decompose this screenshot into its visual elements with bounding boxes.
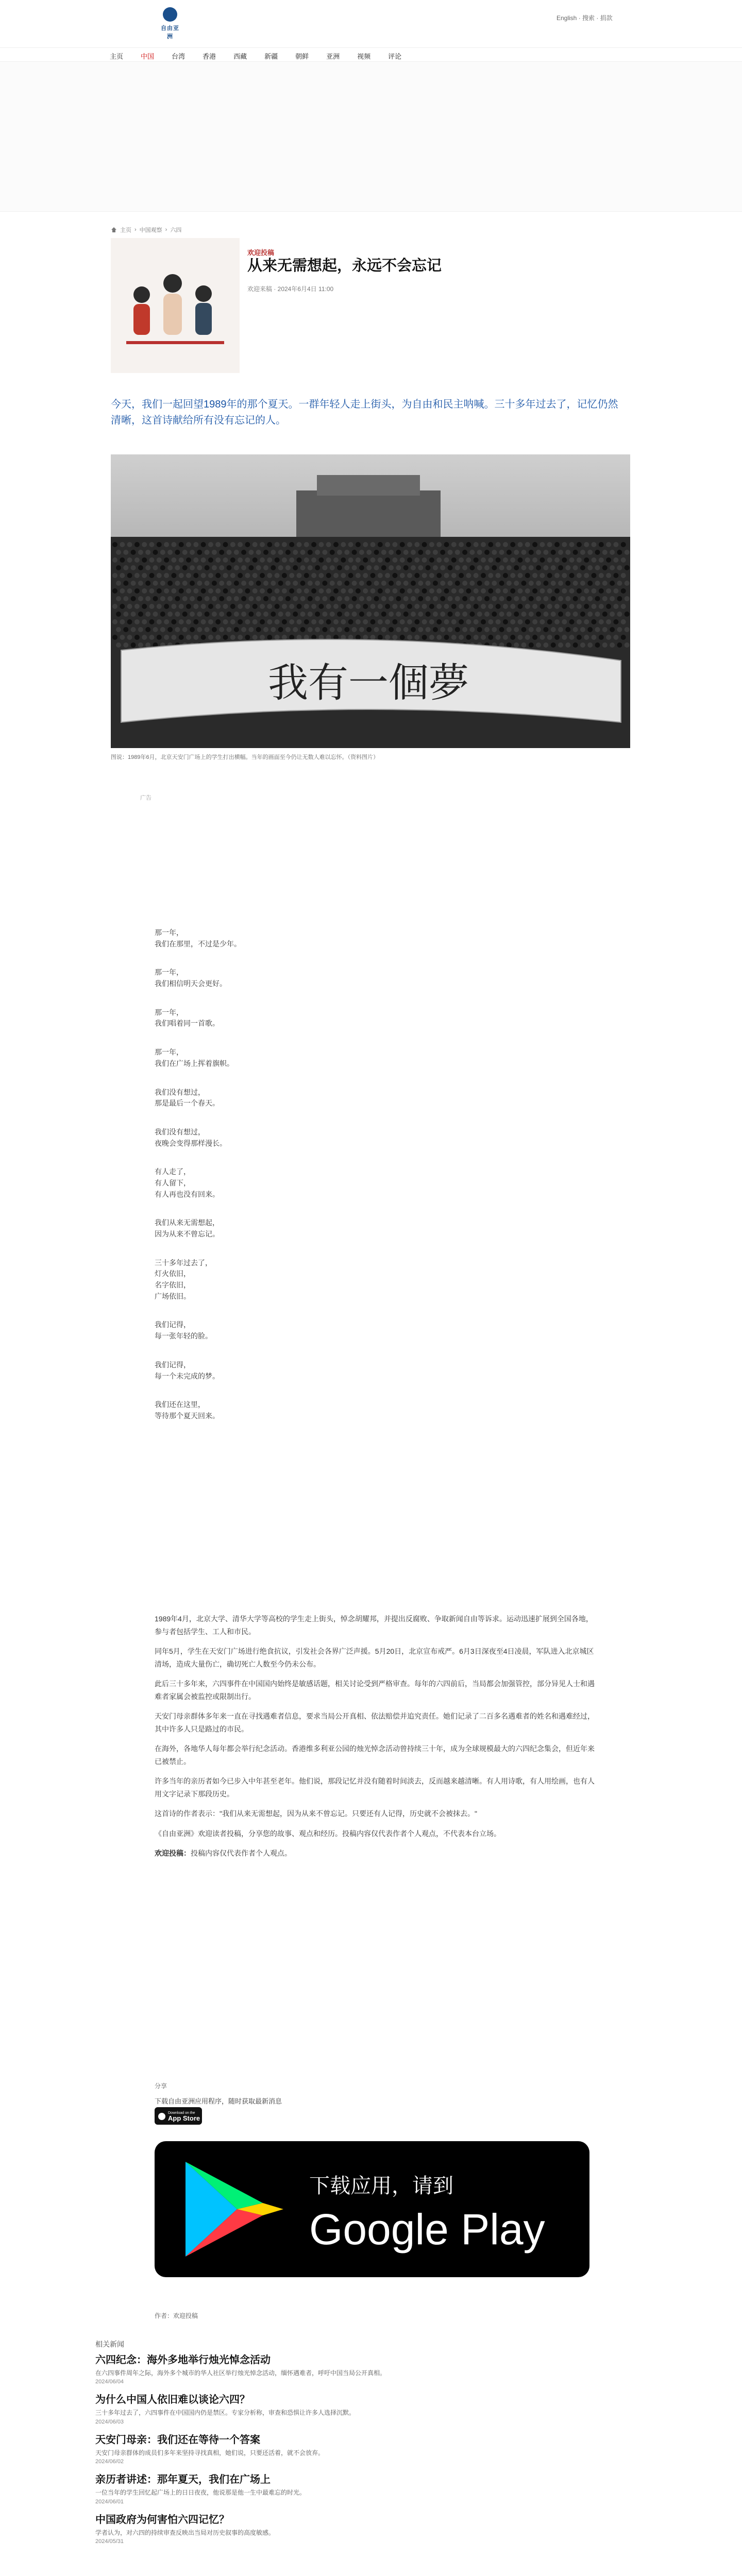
article-body	[155, 1613, 598, 1867]
body-paragraph: 许多当年的亲历者如今已步入中年甚至老年。他们说，那段记忆并没有随着时间淡去，反而越来越清晰。有人用诗歌，有人用绘画，也有人用文字记录下那段历史。	[155, 1777, 595, 1798]
google-play-icon	[155, 2141, 589, 2277]
svg-text:Google Play: Google Play	[309, 2205, 545, 2253]
nav-item-9[interactable]: 评论	[388, 53, 402, 60]
banner-text: 我有一個夢	[267, 660, 469, 706]
nav-item-1[interactable]: 中国	[137, 50, 158, 63]
related-title: 亲历者讲述：那年夏天，我们在广场上	[95, 2474, 271, 2486]
poem-line: 我们没有想过，	[155, 1088, 205, 1096]
ad-label: 广告	[140, 795, 151, 801]
related-desc: 学者认为，对六四的持续审查反映出当局对历史叙事的高度敏感。	[95, 2529, 275, 2536]
related-date: 2024/06/02	[95, 2459, 124, 2465]
poem-line: 我们还在这里，	[155, 1400, 205, 1409]
byline-text: 欢迎来稿 · 2024年6月4日 11:00	[247, 285, 334, 293]
body-paragraph: 这首诗的作者表示："我们从来无需想起，因为从来不曾忘记。只要还有人记得，历史就不会被抹去。"	[155, 1809, 477, 1818]
illustration-figures	[111, 238, 240, 373]
poem-stanza	[155, 1258, 598, 1302]
poem-line: 那一年，	[155, 968, 183, 977]
poem-stanza	[155, 1360, 598, 1382]
poem-line: 我们相信明天会更好。	[155, 979, 227, 988]
apple-icon	[155, 2107, 202, 2125]
nav-item-7[interactable]: 亚洲	[326, 53, 340, 60]
breadcrumb-item-1[interactable]: 中国观察	[139, 227, 162, 233]
related-item[interactable]	[95, 2353, 611, 2385]
related-item[interactable]	[95, 2433, 611, 2465]
poem-line: 那一年，	[155, 928, 183, 937]
related-item[interactable]	[95, 2473, 611, 2504]
nav-item-3[interactable]: 香港	[203, 53, 216, 60]
related-desc: 在六四事件周年之际，海外多个城市的华人社区举行烛光悼念活动，缅怀遇难者，呼吁中国当局公开真相。	[95, 2369, 386, 2377]
related-date: 2024/06/03	[95, 2418, 124, 2425]
poem-line: 那是最后一个春天。	[155, 1099, 220, 1108]
body-paragraph: 1989年4月，北京大学、清华大学等高校的学生走上街头，悼念胡耀邦，并提出反腐败、争取新闻自由等诉求。运动迅速扩展到全国各地，参与者包括学生、工人和市民。	[155, 1615, 593, 1636]
poem-stanza	[155, 967, 598, 989]
logo-mark	[163, 7, 177, 22]
svg-text:App Store: App Store	[168, 2114, 200, 2122]
article-kicker[interactable]: 欢迎投稿	[247, 249, 275, 257]
nav-item-5[interactable]: 新疆	[264, 53, 278, 60]
source-note	[155, 1847, 598, 1860]
poem-line: 我们唱着同一首歌。	[155, 1019, 220, 1028]
nav-item-8[interactable]: 视频	[357, 53, 371, 60]
poem-stanza	[155, 1166, 598, 1200]
source-text: 投稿内容仅代表作者个人观点。	[191, 1849, 292, 1857]
poem-line: 我们记得，	[155, 1360, 191, 1369]
poem-line: 那一年，	[155, 1008, 183, 1016]
related-title: 中国政府为何害怕六四记忆？	[95, 2514, 229, 2526]
nav-item-6[interactable]: 朝鲜	[295, 53, 309, 60]
main-photo	[111, 454, 630, 748]
main-nav	[0, 47, 742, 62]
home-icon[interactable]	[111, 227, 117, 233]
svg-text:Download on the: Download on the	[168, 2111, 195, 2115]
related-date: 2024/06/04	[95, 2379, 124, 2385]
svg-text:下载应用，请到: 下载应用，请到	[309, 2175, 453, 2197]
poem-line: 那一年，	[155, 1048, 183, 1057]
poem-line: 等待那个夏天回来。	[155, 1411, 220, 1420]
poem-line: 有人再也没有回来。	[155, 1190, 220, 1198]
article-thumbnail	[111, 238, 240, 373]
poem-stanza	[155, 1399, 598, 1421]
related-item[interactable]	[95, 2513, 611, 2545]
author-line: 作者：欢迎投稿	[155, 2312, 198, 2319]
top-right-links[interactable]: English · 搜索 · 捐款	[556, 14, 613, 22]
crowd-photo-illustration	[111, 454, 630, 748]
share-label[interactable]: 分享	[155, 2082, 167, 2090]
nav-item-4[interactable]: 西藏	[233, 53, 247, 60]
poem-line: 我们没有想过，	[155, 1127, 205, 1136]
poem-line: 我们记得，	[155, 1320, 191, 1329]
nav-item-2[interactable]: 台湾	[172, 53, 185, 60]
poem-stanza	[155, 1127, 598, 1149]
breadcrumb-item-2[interactable]: 六四	[170, 227, 182, 233]
app-download-line: 下载自由亚洲应用程序，随时获取最新消息	[155, 2097, 282, 2105]
article-lead: 今天，我们一起回望1989年的那个夏天。一群年轻人走上街头，为自由和民主呐喊。三十多年过去了，记忆仍然清晰，这首诗献给所有没有忘记的人。	[111, 399, 618, 426]
poem-line: 有人留下，	[155, 1178, 191, 1187]
poem-line: 我们从来无需想起，	[155, 1218, 220, 1227]
photo-caption: 图说：1989年6月，北京天安门广场上的学生打出横幅。当年的画面至今仍让无数人难以忘怀。（资料图片）	[111, 754, 379, 760]
poem-stanza	[155, 1087, 598, 1109]
poem-line: 我们在广场上挥着旗帜。	[155, 1059, 234, 1067]
related-date: 2024/05/31	[95, 2538, 124, 2545]
poem-body	[155, 927, 598, 1439]
breadcrumb-sep: ›	[134, 227, 137, 233]
related-desc: 天安门母亲群体的成员们多年来坚持寻找真相，她们说，只要还活着，就不会放弃。	[95, 2449, 325, 2456]
poem-line: 名字依旧，	[155, 1281, 191, 1290]
poem-line: 因为从来不曾忘记。	[155, 1230, 220, 1238]
nav-item-0[interactable]: 主页	[110, 53, 124, 60]
body-paragraph: 同年5月，学生在天安门广场进行绝食抗议，引发社会各界广泛声援。5月20日，北京宣布戒严。6月3日深夜至4日凌晨，军队进入北京城区清场，造成大量伤亡，确切死亡人数至今仍未公布。	[155, 1647, 594, 1668]
poem-line: 三十多年过去了，	[155, 1258, 212, 1267]
body-paragraph: 《自由亚洲》欢迎读者投稿，分享您的故事、观点和经历。投稿内容仅代表作者个人观点，不代表本台立场。	[155, 1829, 501, 1838]
google-play-banner[interactable]	[155, 2141, 589, 2277]
related-title: 六四纪念：海外多地举行烛光悼念活动	[95, 2354, 271, 2366]
source-label: 欢迎投稿：	[155, 1849, 191, 1857]
poem-stanza	[155, 1007, 598, 1029]
related-news	[95, 2339, 611, 2553]
body-paragraph: 此后三十多年来，六四事件在中国国内始终是敏感话题，相关讨论受到严格审查。每年的六四前后，当局都会加强管控，部分异见人士和遇难者家属会被监控或限制出行。	[155, 1680, 595, 1701]
breadcrumb	[111, 226, 181, 234]
related-desc: 三十多年过去了，六四事件在中国国内仍是禁区。专家分析称，审查和恐惧让许多人选择沉默。	[95, 2409, 356, 2417]
top-ad-band	[0, 62, 742, 212]
poem-stanza	[155, 927, 598, 950]
article-byline	[247, 284, 333, 293]
poem-line: 夜晚会变得那样漫长。	[155, 1139, 227, 1147]
related-title: 天安门母亲：我们还在等待一个答案	[95, 2434, 260, 2446]
app-store-button[interactable]	[155, 2107, 202, 2125]
related-header: 相关新闻	[95, 2340, 124, 2348]
body-paragraph: 在海外，各地华人每年都会举行纪念活动。香港维多利亚公园的烛光悼念活动曾持续三十年，成为全球规模最大的六四纪念集会，但近年来已被禁止。	[155, 1744, 595, 1766]
poem-line: 每一张年轻的脸。	[155, 1332, 212, 1341]
poem-line: 每一个未完成的梦。	[155, 1371, 220, 1380]
related-item[interactable]	[95, 2393, 611, 2425]
poem-line: 有人走了，	[155, 1167, 191, 1176]
related-title: 为什么中国人依旧难以谈论六四？	[95, 2394, 250, 2406]
top-bar	[0, 0, 742, 38]
breadcrumb-sep: ›	[165, 227, 167, 233]
breadcrumb-item-0[interactable]: 主页	[120, 227, 131, 233]
article-title: 从来无需想起，永远不会忘记	[247, 258, 442, 274]
poem-line: 灯火依旧，	[155, 1269, 191, 1278]
body-paragraph: 天安门母亲群体多年来一直在寻找遇难者信息，要求当局公开真相、依法赔偿并追究责任。她们记录了二百多名遇难者的姓名和遇难经过，其中许多人只是路过的市民。	[155, 1712, 595, 1733]
logo-text: 自由亚洲	[161, 25, 179, 40]
related-date: 2024/06/01	[95, 2498, 124, 2505]
site-logo[interactable]	[160, 7, 180, 40]
poem-line: 广场依旧。	[155, 1292, 191, 1300]
poem-line: 我们在那里，不过是少年。	[155, 939, 241, 948]
related-desc: 一位当年的学生回忆起广场上的日日夜夜，他说那是他一生中最难忘的时光。	[95, 2489, 306, 2497]
poem-stanza	[155, 1217, 598, 1240]
poem-stanza	[155, 1319, 598, 1342]
poem-stanza	[155, 1047, 598, 1069]
nav-list	[106, 50, 406, 63]
